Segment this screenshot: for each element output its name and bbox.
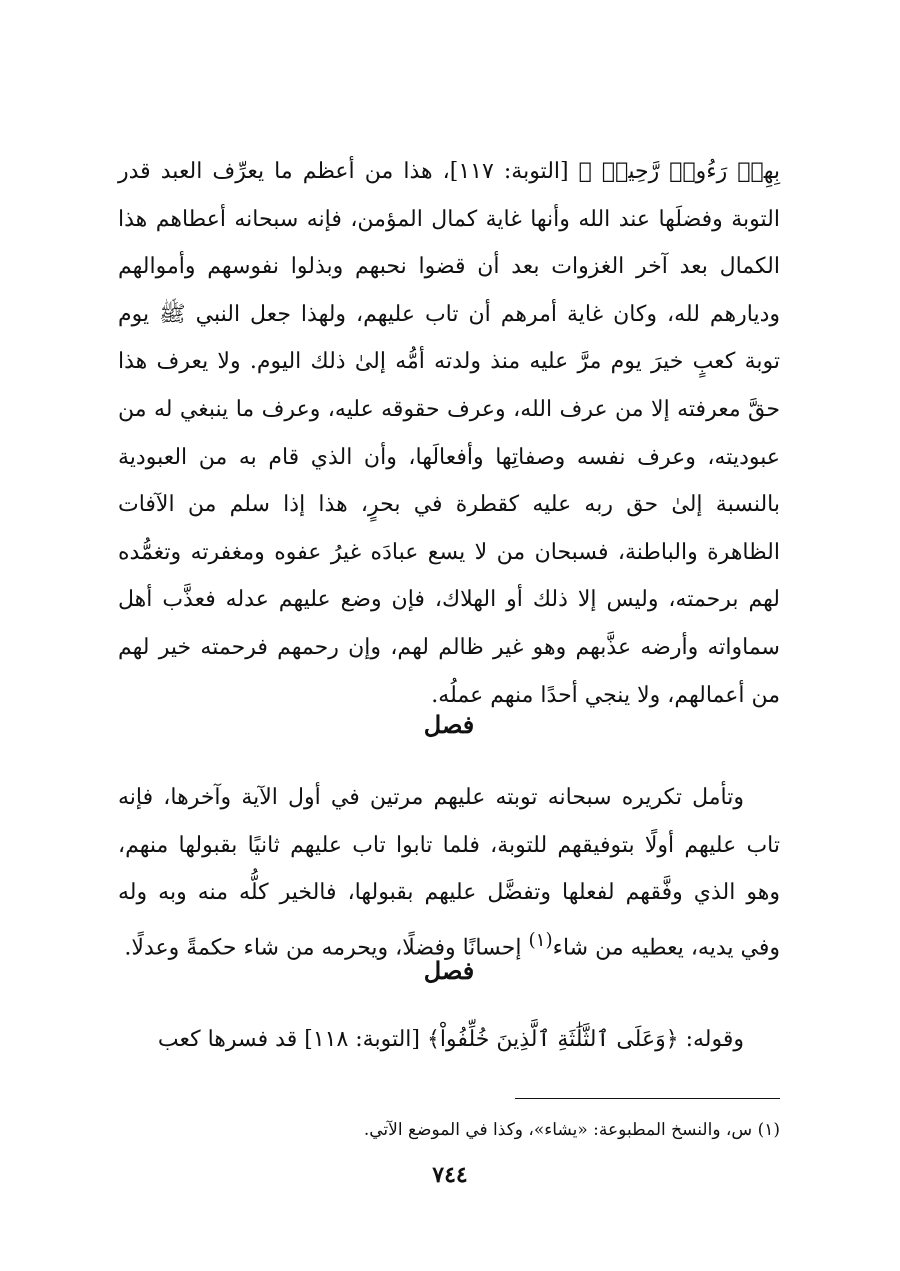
section-heading-1: فصل [423, 710, 475, 739]
paragraph-text: وقوله: ﴿وَعَلَى ٱلثَّلَٰثَةِ ٱلَّذِينَ خُلِّفُواْ﴾ [التوبة: ١١٨] قد فسرها كعب [157, 1027, 744, 1052]
page-number: ٧٤٤ [432, 1162, 468, 1188]
section-heading-2: فصل [423, 956, 475, 985]
footnote-text: (١) س، والنسخ المطبوعة: «يشاء»، وكذا في الموضع الآتي. [363, 1120, 780, 1140]
footnote-separator [515, 1098, 780, 1099]
body-paragraph-1 [118, 148, 780, 719]
footnote-marker: (١) [528, 929, 553, 951]
body-paragraph-2 [118, 774, 780, 972]
body-paragraph-3 [118, 1016, 780, 1064]
paragraph-text-part: وتأمل تكريره سبحانه توبته عليهم مرتين في أول الآية وآخرها، فإنه تاب عليهم أولًا بتوفيقهم للتوبة، فلما تابوا تاب عليهم ثانيًا بقبولها منهم، وهو الذي وفَّقهم لفعلها وتفضَّل عليهم بقبولها، فالخير كلُّه منه وبه وله وفي يديه، يعطيه من شاء [118, 785, 780, 961]
paragraph-text-part: إحسانًا وفضلًا، ويحرمه من شاء حكمةً وعدلًا. [124, 935, 529, 961]
paragraph-text [118, 774, 780, 972]
paragraph-text: بِهِمۡ رَءُوفٞ رَّحِيمٞ ﴾ [التوبة: ١١٧]، هذا من أعظم ما يعرِّف العبد قدر التوبة وفضلَها عند الله وأنها غاية كمال المؤمن، فإنه سبحانه أعطاهم هذا الكمال بعد آخر الغزوات بعد أن قضوا نحبهم وبذلوا نفوسهم وأموالهم وديارهم لله، وكان غاية أمرهم أن تاب عليهم، ولهذا جعل النبي ﷺ يوم توبة كعبٍ خيرَ يوم مرَّ عليه منذ ولدته أمُّه إلىٰ ذلك اليوم. ولا يعرف هذا حقَّ معرفته إلا من عرف الله، وعرف حقوقه عليه، وعرف ما ينبغي له من عبوديته، وعرف نفسه وصفاتِها وأفعالَها، وأن الذي قام به من العبودية بالنسبة إلىٰ حق ربه عليه كقطرة في بحرٍ، هذا إذا سلم من الآفات الظاهرة والباطنة، فسبحان من لا يسع عبادَه غيرُ عفوه ومغفرته وتغمُّده لهم برحمته، وليس إلا ذلك أو الهلاك، فإن وضع عليهم عدله فعذَّب أهل سماواته وأرضه عذَّبهم وهو غير ظالم لهم، وإن رحمهم فرحمته خير لهم من أعمالهم، ولا ينجي أحدًا منهم عملُه. [118, 159, 780, 708]
